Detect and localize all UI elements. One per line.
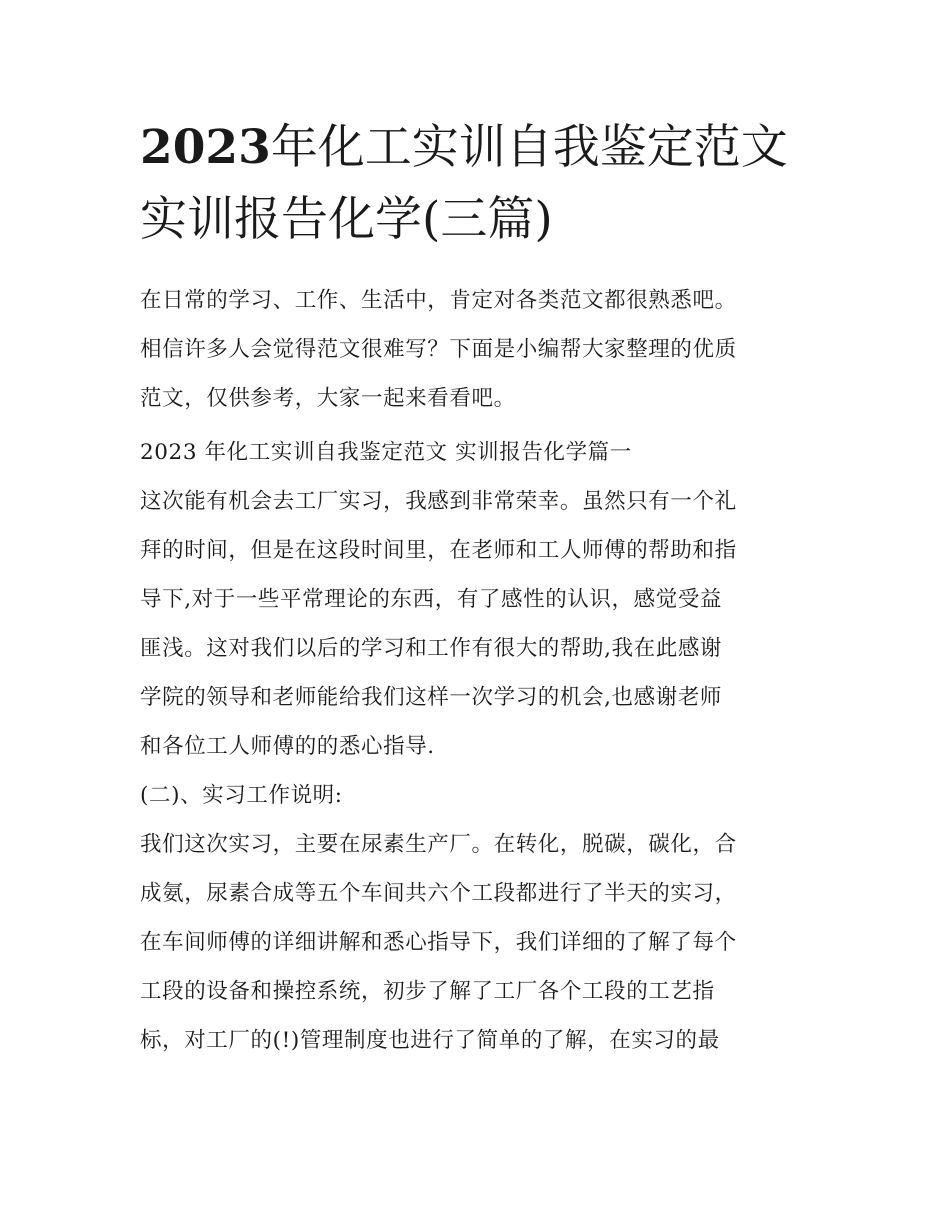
- section-heading-1: [140, 428, 830, 477]
- document-title: [140, 112, 830, 256]
- text-line: 相信许多人会觉得范文很难写？下面是小编帮大家整理的优质: [140, 337, 737, 362]
- section-heading-2: [140, 771, 830, 820]
- title-year: 2023: [140, 120, 271, 175]
- title-line-1-text: 年化工实训自我鉴定范文: [270, 120, 788, 175]
- text-line: 学院的领导和老师能给我们这样一次学习的机会,也感谢老师: [140, 685, 723, 710]
- text-line: 我们这次实习，主要在尿素生产厂。在转化，脱碳，碳化，合: [140, 832, 737, 857]
- title-line-1: [140, 112, 830, 184]
- text-line: 这次能有机会去工厂实习，我感到非常荣幸。虽然只有一个礼: [140, 489, 737, 514]
- title-line-2: 实训报告化学(三篇): [140, 192, 553, 247]
- text-line: 在日常的学习、工作、生活中，肯定对各类范文都很熟悉吧。: [140, 288, 737, 313]
- paragraph-2: [140, 820, 830, 1065]
- text-line: 匪浅。这对我们以后的学习和工作有很大的帮助,我在此感谢: [140, 636, 723, 661]
- text-line: 和各位工人师傅的的悉心指导.: [140, 734, 435, 759]
- text-line: 在车间师傅的详细讲解和悉心指导下，我们详细的了解了每个: [140, 930, 737, 955]
- text-line: (二)、实习工作说明:: [140, 783, 343, 808]
- text-line: 工段的设备和操控系统，初步了解了工厂各个工段的工艺指: [140, 979, 715, 1004]
- paragraph-1: [140, 477, 830, 771]
- text-line: 范文，仅供参考，大家一起来看看吧。: [140, 386, 516, 411]
- text-line: 拜的时间，但是在这段时间里，在老师和工人师傅的帮助和指: [140, 538, 737, 563]
- intro-paragraph: [140, 276, 830, 423]
- text-line: 2023 年化工实训自我鉴定范文 实训报告化学篇一: [140, 440, 632, 465]
- text-line: 成氨，尿素合成等五个车间共六个工段都进行了半天的实习，: [140, 881, 737, 906]
- text-line: 标，对工厂的(!)管理制度也进行了简单的了解，在实习的最: [140, 1028, 720, 1053]
- text-line: 导下,对于一些平常理论的东西，有了感性的认识，感觉受益: [140, 587, 723, 612]
